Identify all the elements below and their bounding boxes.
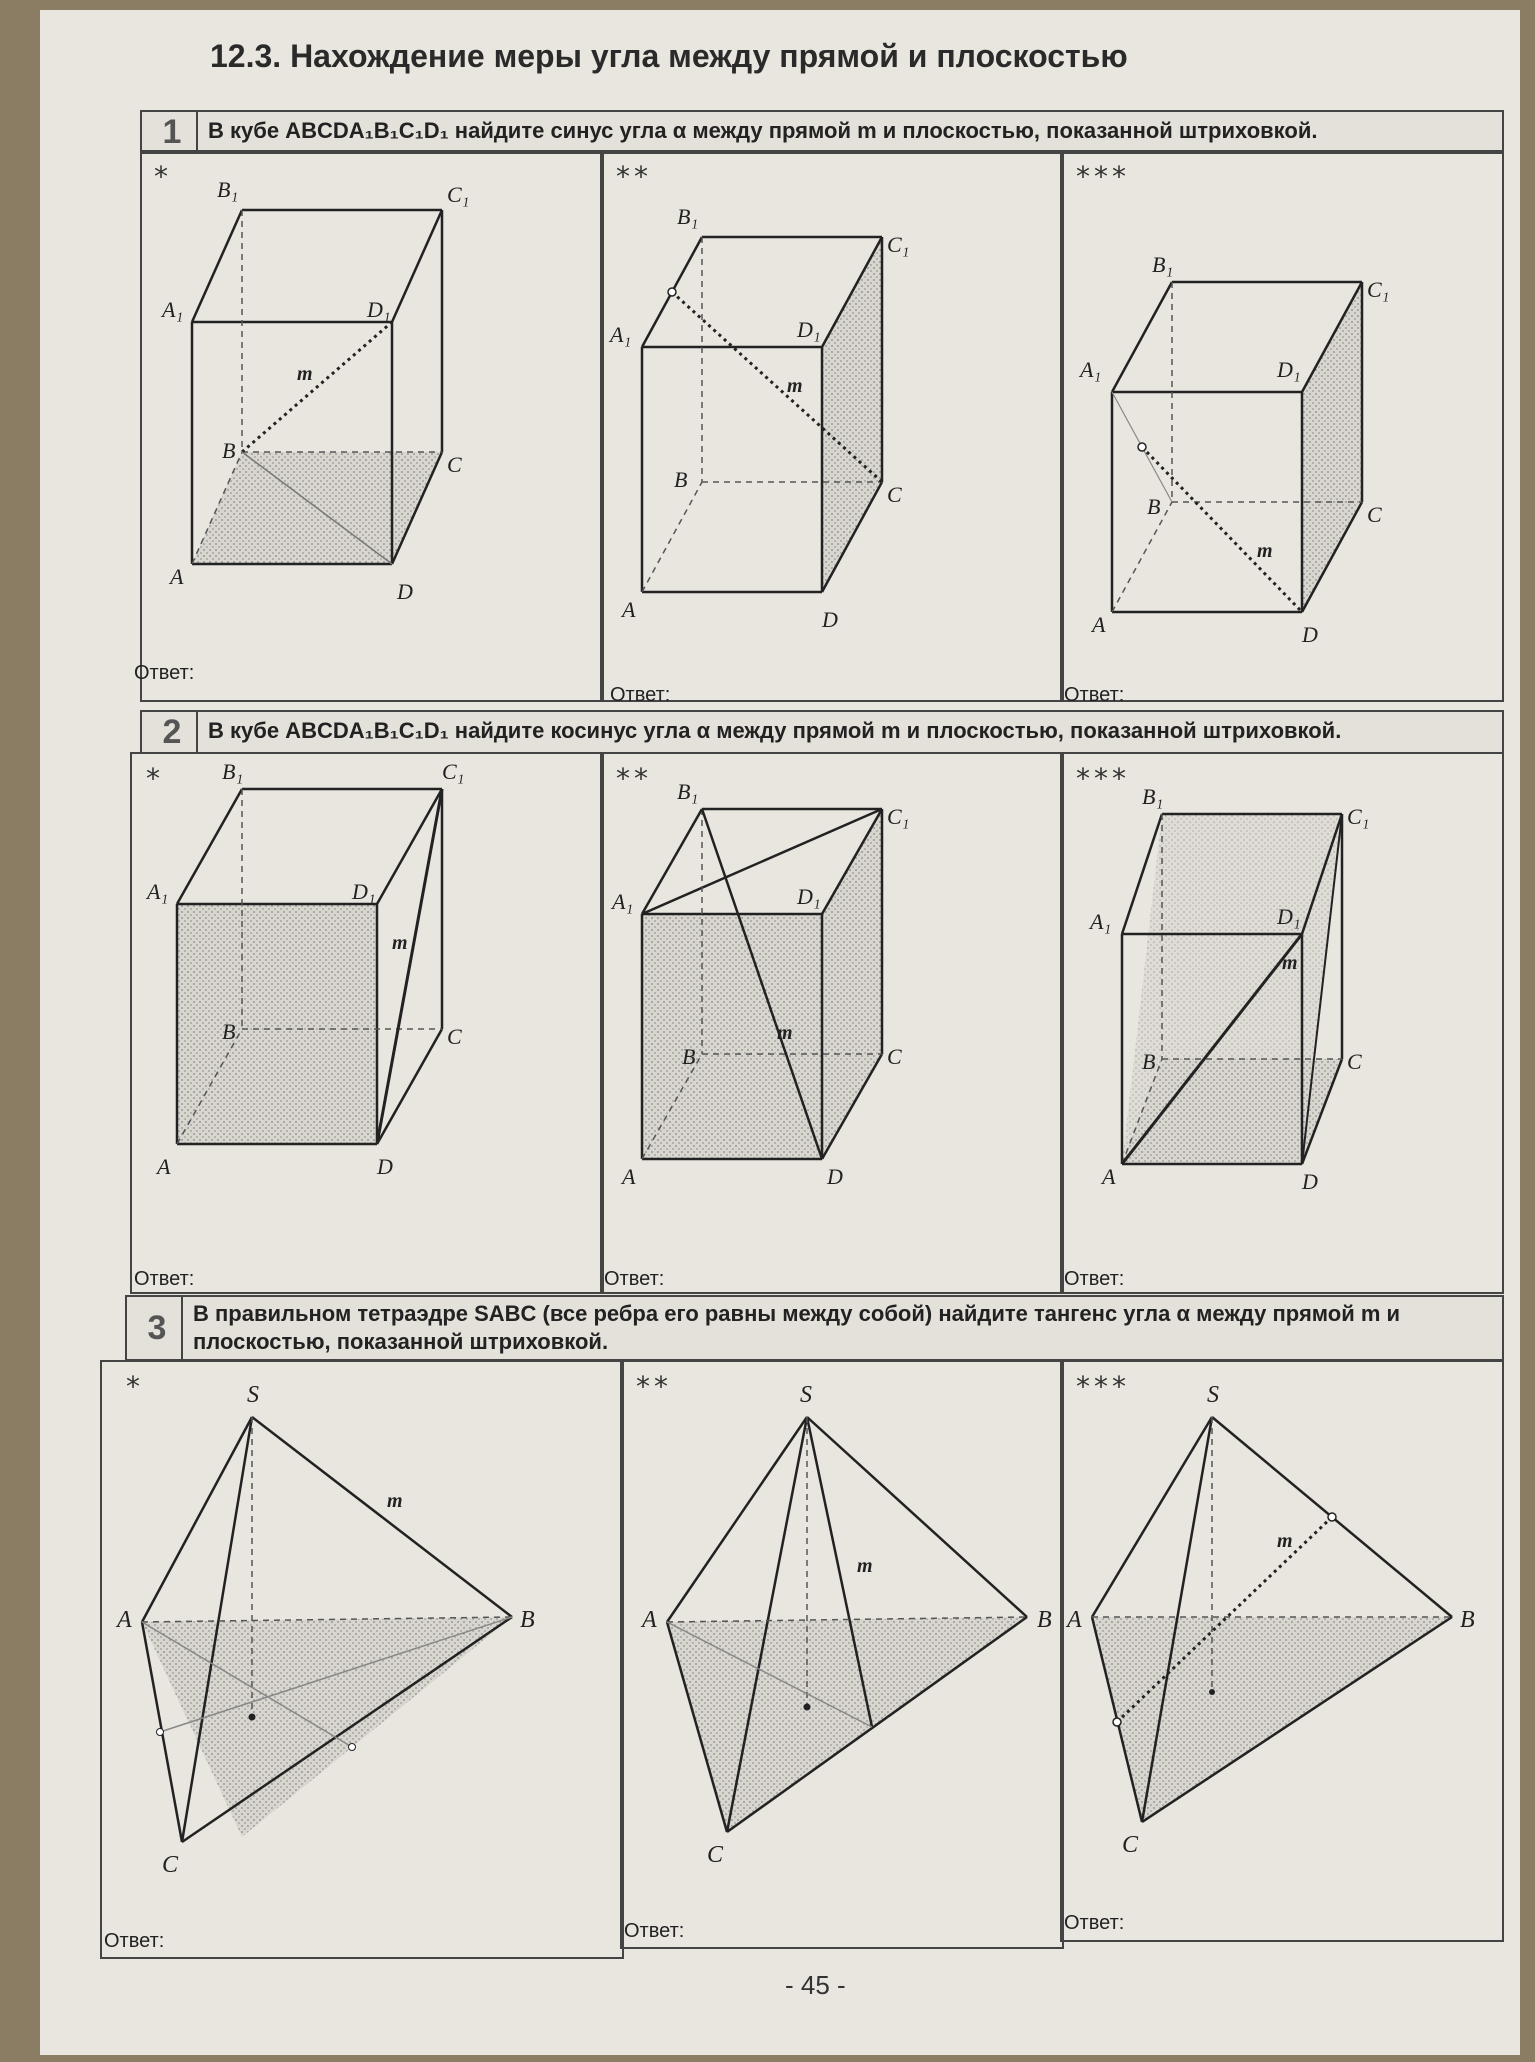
task-3-panel-2 <box>620 1360 1064 1949</box>
answer-label: Ответ: <box>604 1268 665 1290</box>
task-3-panel-3 <box>1060 1360 1504 1942</box>
difficulty-stars: * <box>154 160 172 193</box>
svg-text:A₁: A₁ <box>1090 909 1112 934</box>
task-1-panel-2 <box>600 150 1064 706</box>
svg-text:D: D <box>822 607 838 632</box>
tetrahedron-figure <box>102 1362 622 1922</box>
svg-text:C: C <box>1367 502 1382 527</box>
svg-text:m: m <box>1277 1530 1293 1552</box>
svg-text:D: D <box>397 579 413 604</box>
svg-text:B: B <box>520 1607 535 1633</box>
svg-text:A₁: A₁ <box>162 297 184 322</box>
task-1-header <box>140 110 1504 154</box>
difficulty-stars: * <box>126 1370 144 1403</box>
svg-text:A: A <box>117 1607 132 1633</box>
svg-text:D: D <box>1302 1169 1318 1194</box>
svg-text:D₁: D₁ <box>1277 357 1301 382</box>
svg-text:C₁: C₁ <box>447 182 470 207</box>
difficulty-stars: ** <box>616 762 652 795</box>
difficulty-stars: *** <box>1076 762 1130 795</box>
task-text: В правильном тетраэдре SABC (все ребра его равны между собой) найдите тангенс угла α между прямой m и плоскостью, показанной штриховкой. <box>193 1301 1401 1354</box>
cube-figure <box>132 754 602 1254</box>
svg-text:C: C <box>1347 1049 1362 1074</box>
svg-text:A₁: A₁ <box>610 322 632 347</box>
task-text: В кубе ABCDA₁B₁C₁D₁ найдите синус угла α между прямой m и плоскостью, показанной штриховкой. <box>208 118 1318 143</box>
cube-figure <box>602 754 1062 1254</box>
svg-text:B: B <box>222 1019 236 1044</box>
svg-text:B₁: B₁ <box>1142 784 1164 809</box>
task-2-panel-2 <box>600 752 1064 1294</box>
svg-text:S: S <box>247 1382 259 1408</box>
svg-text:C₁: C₁ <box>887 232 910 257</box>
task-2-header <box>140 710 1504 754</box>
svg-text:B: B <box>1037 1607 1052 1633</box>
svg-text:C₁: C₁ <box>1347 804 1370 829</box>
task-number: 2 <box>148 712 198 752</box>
svg-text:D: D <box>377 1154 393 1179</box>
svg-text:B: B <box>1460 1607 1475 1633</box>
svg-text:B: B <box>1147 494 1161 519</box>
svg-text:A: A <box>642 1607 657 1633</box>
svg-text:m: m <box>787 375 803 397</box>
svg-text:S: S <box>800 1382 812 1408</box>
task-2-panel-1 <box>130 752 604 1294</box>
answer-label: Ответ: <box>134 662 195 684</box>
answer-label: Ответ: <box>134 1268 195 1290</box>
svg-text:m: m <box>297 363 313 385</box>
svg-text:B: B <box>674 467 688 492</box>
answer-label: Ответ: <box>104 1930 165 1952</box>
svg-text:D₁: D₁ <box>1277 904 1301 929</box>
task-3-panel-1 <box>100 1360 624 1959</box>
svg-text:C: C <box>1122 1832 1139 1858</box>
task-3-header <box>125 1295 1504 1361</box>
task-2-panel-3 <box>1060 752 1504 1294</box>
svg-text:A: A <box>622 597 636 622</box>
difficulty-stars: ** <box>616 160 652 193</box>
svg-text:A₁: A₁ <box>1080 357 1102 382</box>
difficulty-stars: * <box>146 762 164 795</box>
svg-text:A: A <box>1067 1607 1082 1633</box>
workbook-page <box>40 10 1520 2055</box>
svg-text:C: C <box>707 1842 724 1868</box>
svg-text:C: C <box>887 482 902 507</box>
svg-text:A₁: A₁ <box>612 889 634 914</box>
cube-figure <box>1062 754 1502 1254</box>
svg-text:C₁: C₁ <box>887 804 910 829</box>
cube-figure <box>142 152 602 652</box>
task-1-panel-1 <box>134 150 604 702</box>
cube-figure <box>602 152 1062 652</box>
tetrahedron-figure <box>1062 1362 1502 1922</box>
svg-text:D: D <box>827 1164 843 1189</box>
svg-text:B₁: B₁ <box>222 759 244 784</box>
answer-label: Ответ: <box>1064 1912 1125 1934</box>
answer-label: Ответ: <box>1064 684 1125 706</box>
svg-text:C: C <box>887 1044 902 1069</box>
difficulty-stars: ** <box>636 1370 672 1403</box>
svg-text:B: B <box>1142 1049 1156 1074</box>
svg-text:A₁: A₁ <box>147 879 169 904</box>
svg-text:C: C <box>447 1024 462 1049</box>
page-title: 12.3. Нахождение меры угла между прямой и плоскостью <box>210 38 1128 74</box>
svg-text:m: m <box>1257 540 1273 562</box>
svg-text:m: m <box>392 932 408 954</box>
svg-text:A: A <box>1092 612 1106 637</box>
svg-text:D₁: D₁ <box>352 879 376 904</box>
difficulty-stars: *** <box>1076 160 1130 193</box>
answer-label: Ответ: <box>624 1920 685 1942</box>
svg-text:m: m <box>387 1490 403 1512</box>
svg-text:B: B <box>222 438 236 463</box>
task-number: 3 <box>133 1297 183 1359</box>
svg-text:m: m <box>857 1555 873 1577</box>
task-number: 1 <box>148 112 198 152</box>
answer-label: Ответ: <box>1064 1268 1125 1290</box>
svg-text:A: A <box>157 1154 171 1179</box>
svg-text:D₁: D₁ <box>797 884 821 909</box>
task-text: В кубе ABCDA₁B₁C₁D₁ найдите косинус угла α между прямой m и плоскостью, показанной штриховкой. <box>208 718 1342 743</box>
svg-text:B₁: B₁ <box>677 779 699 804</box>
svg-text:B₁: B₁ <box>677 204 699 229</box>
svg-text:C₁: C₁ <box>442 759 465 784</box>
svg-text:B: B <box>682 1044 696 1069</box>
task-1-panel-3 <box>1060 150 1504 706</box>
svg-text:m: m <box>1282 952 1298 974</box>
difficulty-stars: *** <box>1076 1370 1130 1403</box>
svg-text:m: m <box>777 1022 793 1044</box>
svg-text:A: A <box>1102 1164 1116 1189</box>
vertex-label: A <box>170 564 184 589</box>
svg-text:D: D <box>1302 622 1318 647</box>
svg-text:C: C <box>162 1852 179 1878</box>
svg-text:D₁: D₁ <box>367 297 391 322</box>
svg-text:B₁: B₁ <box>217 177 239 202</box>
svg-text:A: A <box>622 1164 636 1189</box>
svg-text:C: C <box>447 452 462 477</box>
cube-figure <box>1062 152 1502 652</box>
page-number: - 45 - <box>785 1970 846 2000</box>
svg-text:B₁: B₁ <box>1152 252 1174 277</box>
tetrahedron-figure <box>622 1362 1062 1922</box>
svg-text:S: S <box>1207 1382 1219 1408</box>
svg-text:C₁: C₁ <box>1367 277 1390 302</box>
answer-label: Ответ: <box>610 684 671 706</box>
svg-text:D₁: D₁ <box>797 317 821 342</box>
